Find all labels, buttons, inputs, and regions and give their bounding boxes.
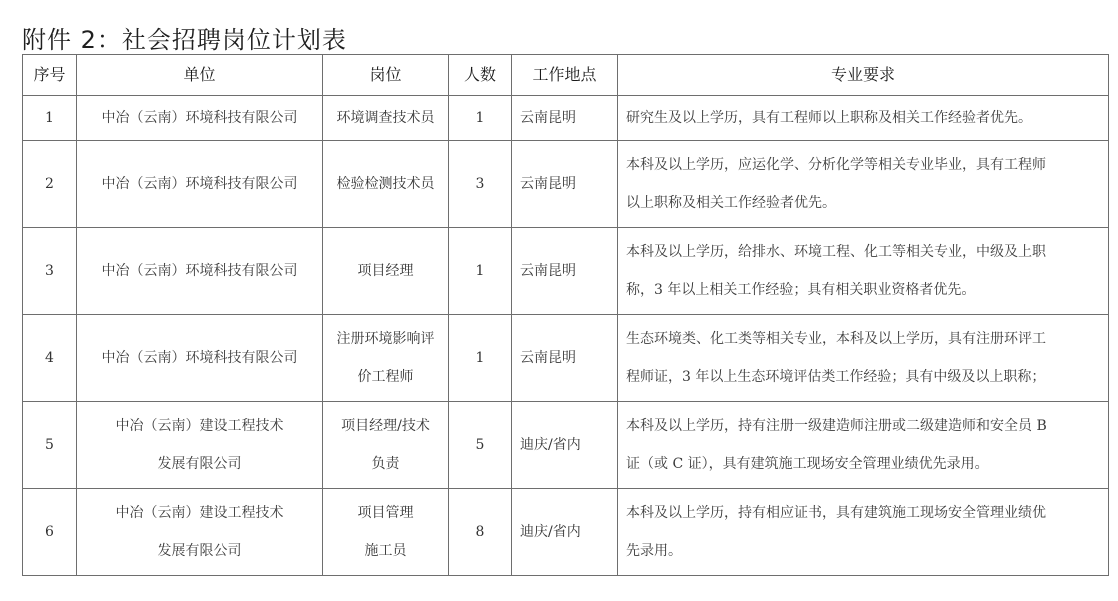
cell-no: 3 [23,228,77,315]
recruitment-plan-table [22,54,1109,576]
cell-count: 1 [449,96,512,141]
cell-location: 云南昆明 [512,141,618,228]
cell-post: 项目经理 [323,228,449,315]
table-row [23,402,1109,489]
cell-unit: 中冶（云南）环境科技有限公司 [77,141,323,228]
cell-unit: 中冶（云南）环境科技有限公司 [77,96,323,141]
cell-location: 云南昆明 [512,228,618,315]
cell-requirement: 本科及以上学历，应运化学、分析化学等相关专业毕业，具有工程师 以上职称及相关工作经验者优先。 [618,141,1109,228]
table-row [23,315,1109,402]
cell-location: 迪庆/省内 [512,489,618,576]
document-title: 附件 2：社会招聘岗位计划表 [22,26,347,54]
cell-unit: 中冶（云南）环境科技有限公司 [77,315,323,402]
header-post: 岗位 [323,55,449,96]
cell-no: 5 [23,402,77,489]
cell-location: 云南昆明 [512,96,618,141]
header-unit: 单位 [77,55,323,96]
table-row [23,96,1109,141]
cell-post: 注册环境影响评 价工程师 [323,315,449,402]
cell-post: 项目经理/技术 负责 [323,402,449,489]
cell-post: 检验检测技术员 [323,141,449,228]
table-header-row [23,55,1109,96]
header-location: 工作地点 [512,55,618,96]
cell-no: 4 [23,315,77,402]
cell-count: 5 [449,402,512,489]
cell-requirement: 本科及以上学历，持有注册一级建造师注册或二级建造师和安全员 B 证（或 C 证），具有建筑施工现场安全管理业绩优先录用。 [618,402,1109,489]
table-row [23,489,1109,576]
cell-location: 云南昆明 [512,315,618,402]
cell-requirement: 本科及以上学历，给排水、环境工程、化工等相关专业，中级及上职 称，3 年以上相关工作经验；具有相关职业资格者优先。 [618,228,1109,315]
cell-count: 1 [449,228,512,315]
cell-requirement: 本科及以上学历，持有相应证书，具有建筑施工现场安全管理业绩优 先录用。 [618,489,1109,576]
cell-location: 迪庆/省内 [512,402,618,489]
cell-no: 2 [23,141,77,228]
header-no: 序号 [23,55,77,96]
cell-requirement: 生态环境类、化工类等相关专业，本科及以上学历，具有注册环评工 程师证，3 年以上生态环境评估类工作经验；具有中级及以上职称； [618,315,1109,402]
cell-unit: 中冶（云南）建设工程技术 发展有限公司 [77,402,323,489]
table-row [23,228,1109,315]
cell-post: 项目管理 施工员 [323,489,449,576]
header-count: 人数 [449,55,512,96]
cell-no: 6 [23,489,77,576]
cell-count: 8 [449,489,512,576]
cell-no: 1 [23,96,77,141]
cell-unit: 中冶（云南）环境科技有限公司 [77,228,323,315]
cell-count: 3 [449,141,512,228]
cell-unit: 中冶（云南）建设工程技术 发展有限公司 [77,489,323,576]
cell-requirement: 研究生及以上学历，具有工程师以上职称及相关工作经验者优先。 [618,96,1109,141]
cell-post: 环境调查技术员 [323,96,449,141]
header-requirement: 专业要求 [618,55,1109,96]
table-row [23,141,1109,228]
cell-count: 1 [449,315,512,402]
